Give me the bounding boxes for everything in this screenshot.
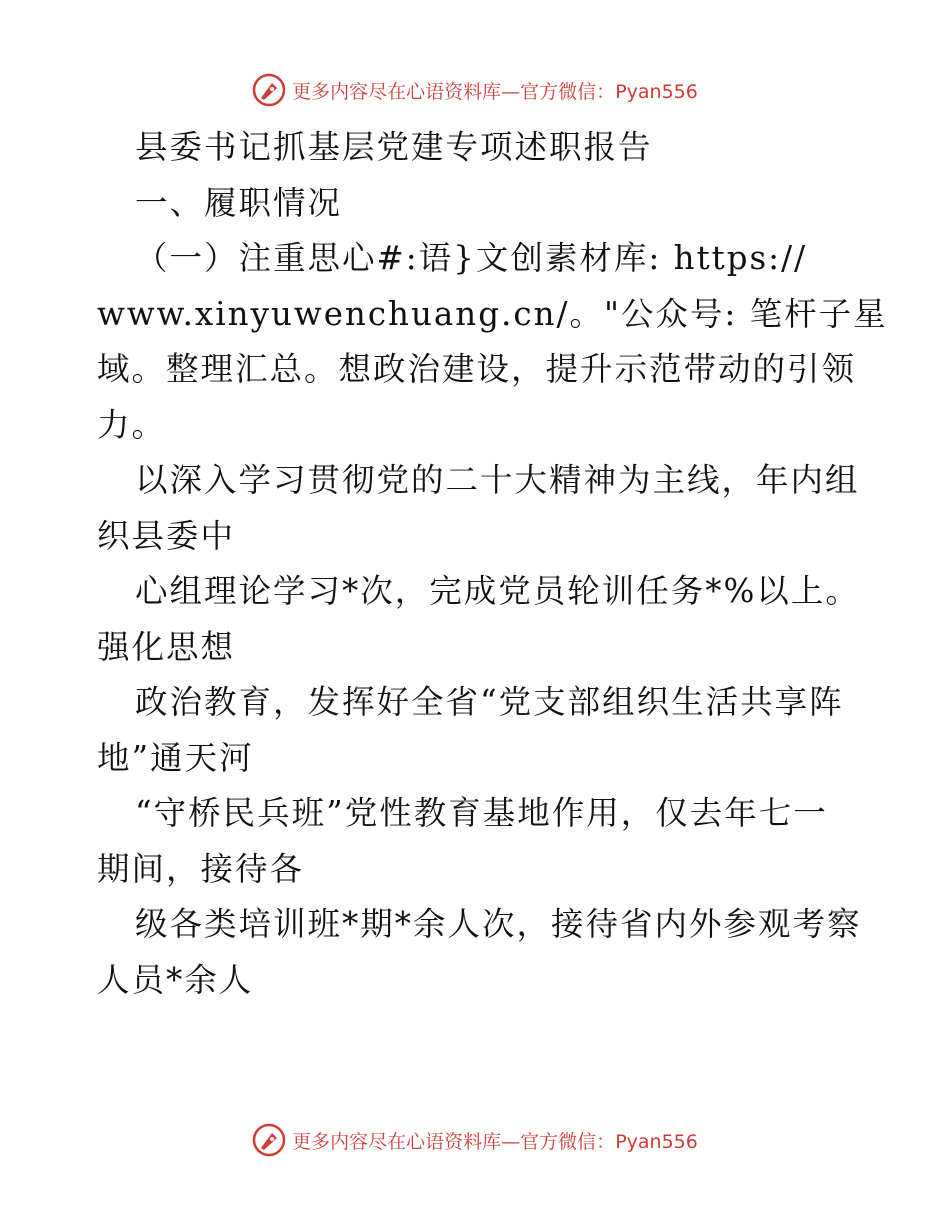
paragraph-line: 政治教育，发挥好全省“党支部组织生活共享阵 — [135, 683, 844, 721]
paragraph-line: 人员*余人 — [97, 960, 254, 999]
document-body — [97, 120, 888, 1008]
paragraph-line: 域。整理汇总。想政治建设，提升示范带动的引领 — [97, 350, 857, 388]
header-watermark — [0, 70, 950, 110]
paragraph-line: 心组理论学习*次，完成党员轮训任务*%以上。 — [135, 572, 860, 610]
paragraph-line: （一）注重思心#:语}文创素材库: https:// — [135, 239, 808, 277]
paragraph-line: 级各类培训班*期*余人次，接待省内外参观考察 — [135, 905, 862, 943]
section-heading: 一、履职情况 — [135, 183, 343, 222]
watermark-text: 更多内容尽在心语资料库—官方微信：Pyan556 — [292, 1130, 698, 1153]
paragraph-line: 力。 — [97, 405, 167, 444]
pen-nib-logo-icon — [252, 73, 286, 107]
paragraph-line: 地”通天河 — [97, 738, 254, 777]
pen-nib-logo-icon — [252, 1123, 286, 1157]
watermark-text: 更多内容尽在心语资料库—官方微信：Pyan556 — [292, 80, 698, 103]
paragraph-line: “守桥民兵班”党性教育基地作用，仅去年七一 — [135, 794, 828, 832]
paragraph-line: 强化思想 — [97, 627, 236, 666]
document-title: 县委书记抓基层党建专项述职报告 — [135, 128, 653, 166]
footer-watermark — [0, 1120, 950, 1160]
paragraph-line: 期间，接待各 — [97, 849, 305, 888]
paragraph-line: 以深入学习贯彻党的二十大精神为主线，年内组 — [135, 461, 860, 499]
paragraph-line: 织县委中 — [97, 516, 236, 555]
paragraph-line: www.xinyuwenchuang.cn/。"公众号: 笔杆子星 — [97, 294, 888, 333]
